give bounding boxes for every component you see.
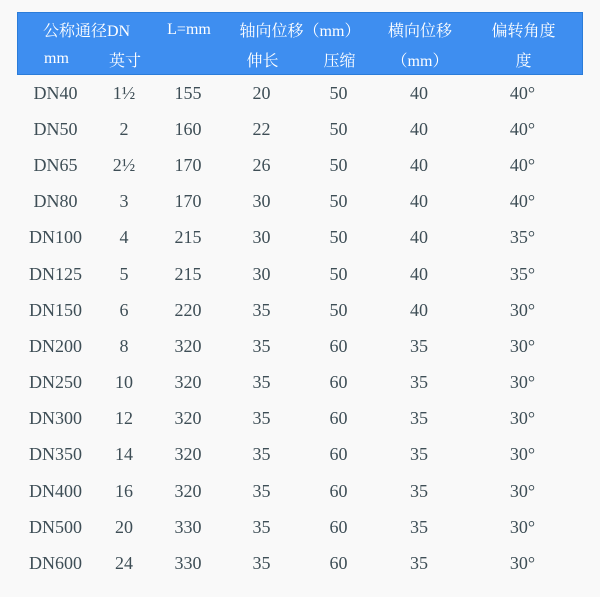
table-row	[17, 111, 583, 147]
table-row	[17, 545, 583, 581]
table-cell: 170	[174, 191, 202, 212]
table-row	[17, 401, 583, 437]
table-cell: 220	[174, 299, 202, 320]
table-cell: 35	[252, 299, 271, 320]
table-cell: 40	[410, 263, 428, 284]
table-cell: 320	[174, 335, 202, 356]
table-cell: 60	[329, 516, 348, 537]
table-cell: 10	[115, 372, 133, 393]
table-header	[17, 12, 583, 75]
header-angle-unit: 度	[515, 52, 532, 70]
table-cell: 40	[410, 227, 428, 248]
table-cell: 40°	[509, 118, 536, 139]
table-cell: 30°	[509, 299, 536, 320]
table-cell: 35	[252, 444, 271, 465]
table-cell: 50	[329, 263, 348, 284]
table-cell: 30°	[509, 444, 536, 465]
table-cell: 35°	[509, 263, 536, 284]
table-cell: 14	[115, 444, 133, 465]
header-lateral-displacement: 横向位移	[387, 23, 452, 40]
table-cell: 50	[329, 299, 348, 320]
table-cell: 40°	[509, 82, 536, 103]
table-row	[17, 365, 583, 401]
table-cell: 20	[115, 516, 133, 537]
table-cell: 35°	[509, 227, 536, 248]
table-row	[17, 509, 583, 545]
table-cell: 2	[119, 118, 129, 139]
header-axial-elongation: 伸长	[246, 52, 279, 70]
header-axial-compression: 压缩	[323, 52, 356, 70]
header-dn-mm: mm	[44, 50, 69, 67]
header-axial-displacement: 轴向位移（mm）	[239, 23, 361, 40]
table-cell: 60	[329, 408, 348, 429]
table-cell: 30°	[509, 553, 536, 574]
table-cell: 35	[252, 480, 271, 501]
table-cell: 40	[410, 154, 428, 175]
table-cell: 35	[410, 444, 428, 465]
table-cell: 35	[252, 408, 271, 429]
spec-table	[17, 12, 583, 582]
table-cell: DN300	[29, 408, 82, 429]
table-cell: 215	[174, 227, 202, 248]
table-cell: 60	[329, 372, 348, 393]
header-length-spacer	[155, 44, 223, 74]
table-row	[17, 147, 583, 183]
header-nominal-diameter: 公称通径DN	[42, 23, 131, 40]
table-cell: 60	[329, 444, 348, 465]
table-cell: 50	[329, 154, 348, 175]
table-cell: 30°	[509, 480, 536, 501]
table-header-row-2	[18, 44, 582, 74]
table-cell: 24	[115, 553, 133, 574]
table-cell: 12	[115, 408, 133, 429]
table-cell: 215	[174, 263, 202, 284]
table-cell: 60	[329, 553, 348, 574]
table-cell: DN100	[29, 227, 82, 248]
table-cell: 3	[119, 191, 129, 212]
table-cell: 30°	[509, 372, 536, 393]
table-cell: 60	[329, 335, 348, 356]
table-cell: 30	[252, 263, 271, 284]
table-cell: 40	[410, 191, 428, 212]
table-cell: 35	[252, 372, 271, 393]
table-cell: DN150	[29, 299, 82, 320]
table-cell: 6	[119, 299, 129, 320]
table-cell: 26	[252, 154, 271, 175]
table-cell: 30	[252, 191, 271, 212]
table-cell: 8	[119, 335, 129, 356]
table-cell: 35	[410, 372, 428, 393]
table-body	[17, 75, 583, 582]
table-cell: 40°	[509, 191, 536, 212]
table-cell: 30°	[509, 408, 536, 429]
table-row	[17, 184, 583, 220]
table-cell: 320	[174, 444, 202, 465]
table-cell: 35	[252, 516, 271, 537]
table-row	[17, 473, 583, 509]
table-cell: 5	[119, 263, 129, 284]
table-cell: 320	[174, 480, 202, 501]
header-deflection-angle: 偏转角度	[491, 23, 556, 40]
table-cell: 35	[410, 335, 428, 356]
table-cell: 35	[410, 408, 428, 429]
table-cell: 40	[410, 118, 428, 139]
header-lateral-unit: （mm）	[391, 52, 449, 70]
table-cell: DN500	[29, 516, 82, 537]
table-cell: DN40	[33, 82, 78, 103]
table-cell: 20	[252, 82, 271, 103]
table-cell: 50	[329, 118, 348, 139]
table-cell: 50	[329, 227, 348, 248]
table-cell: DN65	[33, 154, 78, 175]
table-cell: 30°	[509, 516, 536, 537]
table-cell: 40	[410, 82, 428, 103]
table-row	[17, 75, 583, 111]
table-cell: DN400	[29, 480, 82, 501]
table-cell: DN200	[29, 335, 82, 356]
table-row	[17, 220, 583, 256]
table-cell: 2½	[112, 154, 136, 175]
table-cell: 16	[115, 480, 133, 501]
header-length: L=mm	[167, 20, 211, 38]
table-cell: DN600	[29, 553, 82, 574]
table-cell: 1½	[112, 82, 136, 103]
table-cell: DN80	[33, 191, 78, 212]
table-cell: 35	[252, 553, 271, 574]
table-cell: DN125	[29, 263, 82, 284]
table-cell: 22	[252, 118, 271, 139]
table-cell: 160	[174, 118, 202, 139]
table-cell: 35	[410, 480, 428, 501]
table-cell: 320	[174, 372, 202, 393]
table-cell: 40	[410, 299, 428, 320]
table-cell: 330	[174, 553, 202, 574]
table-cell: 330	[174, 516, 202, 537]
table-cell: 155	[174, 82, 202, 103]
table-cell: 170	[174, 154, 202, 175]
table-row	[17, 328, 583, 364]
table-cell: 30	[252, 227, 271, 248]
table-cell: 4	[119, 227, 129, 248]
table-row	[17, 437, 583, 473]
table-cell: 30°	[509, 335, 536, 356]
table-cell: 40°	[509, 154, 536, 175]
table-cell: 35	[410, 516, 428, 537]
table-cell: 50	[329, 82, 348, 103]
table-cell: DN350	[29, 444, 82, 465]
table-row	[17, 292, 583, 328]
table-cell: 35	[410, 553, 428, 574]
header-dn-inch: 英寸	[108, 52, 141, 70]
table-cell: 60	[329, 480, 348, 501]
table-cell: DN50	[33, 118, 78, 139]
table-header-row-1	[18, 13, 582, 44]
table-cell: 35	[252, 335, 271, 356]
table-row	[17, 256, 583, 292]
table-cell: 50	[329, 191, 348, 212]
table-cell: 320	[174, 408, 202, 429]
table-cell: DN250	[29, 372, 82, 393]
